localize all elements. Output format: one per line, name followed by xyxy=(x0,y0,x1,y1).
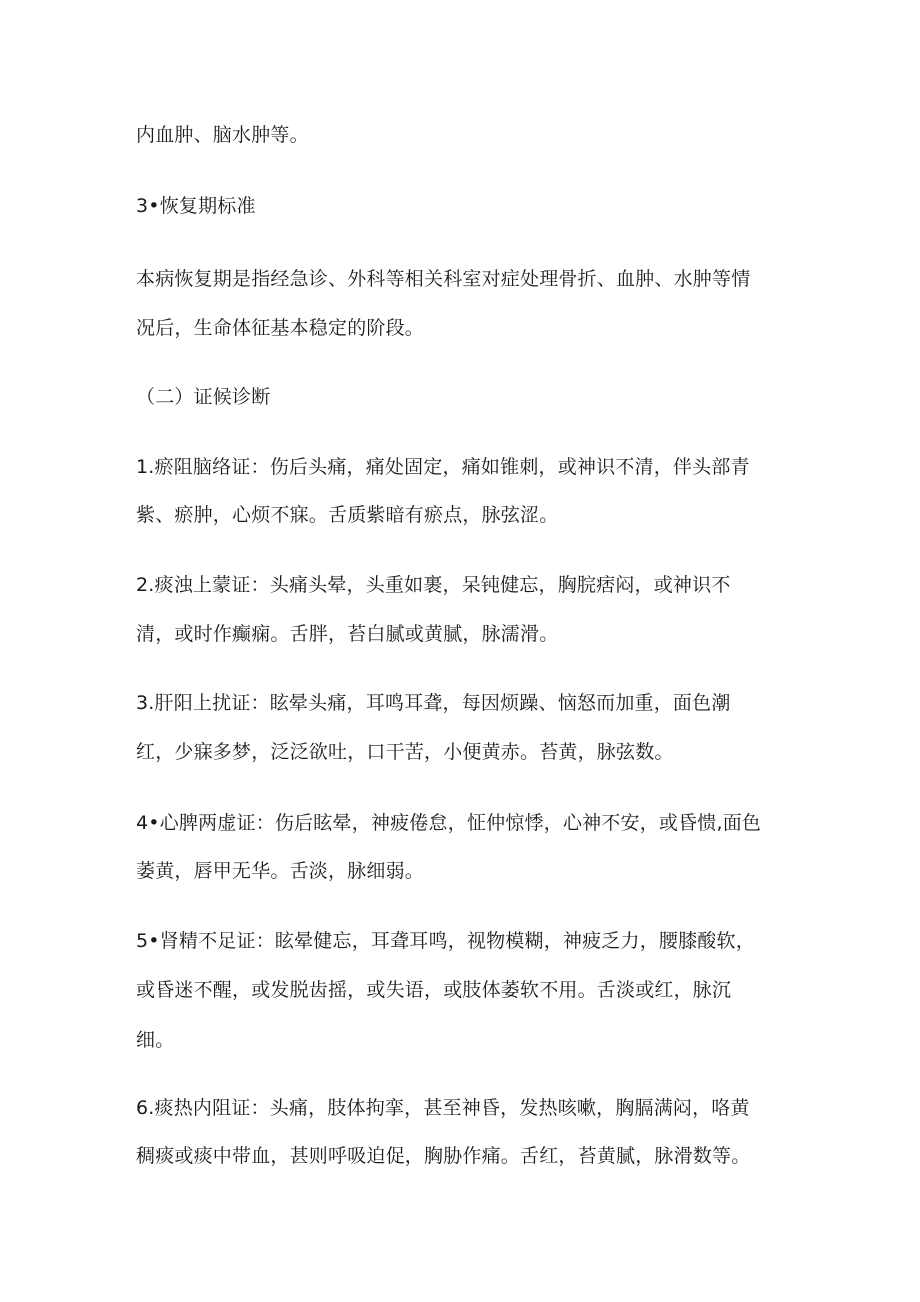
text-line: 1.瘀阻脑络证：伤后头痛，痛处固定，痛如锥刺，或神识不清，伴头部青 xyxy=(136,456,750,478)
text-line: 内血肿、脑水肿等。 xyxy=(136,124,309,146)
text-line: 4•心脾两虚证：伤后眩晕，神疲倦怠，怔仲惊悸，心神不安，或昏愦,面色 xyxy=(136,812,762,834)
text-line: 5•肾精不足证：眩晕健忘，耳聋耳鸣，视物模糊，神疲乏力，腰膝酸软， xyxy=(136,930,755,952)
text-line: 2.痰浊上蒙证：头痛头晕，头重如裹，呆钝健忘，胸脘痞闷，或神识不 xyxy=(136,574,731,596)
text-line: 紫、瘀肿，心烦不寐。舌质紫暗有瘀点，脉弦涩。 xyxy=(136,504,559,526)
text-line: 或昏迷不醒，或发脱齿摇，或失语，或肢体萎软不用。舌淡或红，脉沉 xyxy=(136,979,732,1001)
section-heading: 3•恢复期标准 xyxy=(136,195,256,217)
text-line: 细。 xyxy=(136,1029,175,1051)
text-line: 6.痰热内阻证：头痛，肢体拘挛，甚至神昏，发热咳嗽，胸膈满闷，咯黄 xyxy=(136,1097,750,1119)
text-line: 稠痰或痰中带血，甚则呼吸迫促，胸胁作痛。舌红，苔黄腻，脉滑数等。 xyxy=(136,1145,751,1167)
text-line: 况后，生命体征基本稳定的阶段。 xyxy=(136,317,425,339)
section-heading: （二）证候诊断 xyxy=(136,386,271,408)
text-line: 清，或时作癫痫。舌胖，苔白腻或黄腻，脉濡滑。 xyxy=(136,623,559,645)
text-line: 本病恢复期是指经急诊、外科等相关科室对症处理骨折、血肿、水肿等情 xyxy=(136,268,751,290)
text-line: 红，少寐多梦，泛泛欲吐，口干苦，小便黄赤。苔黄，脉弦数。 xyxy=(136,741,674,763)
text-line: 3.肝阳上扰证：眩晕头痛，耳鸣耳聋，每因烦躁、恼怒而加重，面色潮 xyxy=(136,692,731,714)
text-line: 萎黄，唇甲无华。舌淡，脉细弱。 xyxy=(136,860,425,882)
